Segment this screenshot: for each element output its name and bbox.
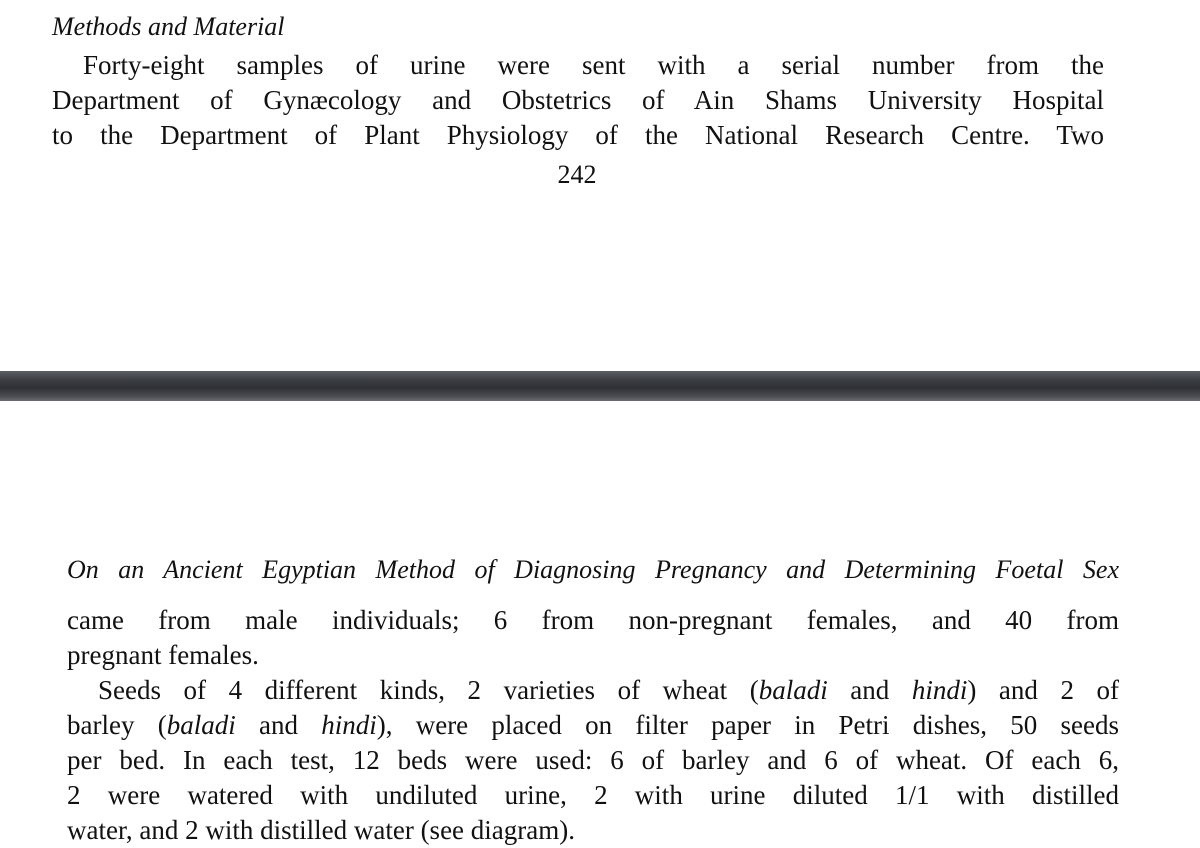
- variety-hindi: hindi: [321, 710, 377, 740]
- variety-baladi: baladi: [166, 710, 236, 740]
- paragraph-line: Seeds of 4 different kinds, 2 varieties of wheat (baladi and hindi) and 2 of: [98, 675, 1120, 705]
- page-number: 242: [557, 160, 597, 189]
- page-divider: [0, 371, 1200, 401]
- results-paragraph-1: [67, 603, 1119, 673]
- paragraph-line: pregnant females.: [67, 640, 259, 670]
- methods-paragraph: [52, 48, 1104, 153]
- paragraph-line: water, and 2 with distilled water (see diagram).: [67, 815, 575, 845]
- paragraph-line: barley (baladi and hindi), were placed on filter paper in Petri dishes, 50 seeds: [67, 710, 1120, 740]
- variety-baladi: baladi: [758, 675, 828, 705]
- results-paragraph-2: [67, 673, 1119, 848]
- paragraph-line: 2 were watered with undiluted urine, 2 with urine diluted 1/1 with distilled: [67, 780, 1119, 810]
- paragraph-line: Forty-eight samples of urine were sent with a serial number from the: [83, 50, 1104, 80]
- paragraph-line: Department of Gynæcology and Obstetrics of Ain Shams University Hospital: [52, 85, 1104, 115]
- paragraph-line: per bed. In each test, 12 beds were used: 6 of barley and 6 of wheat. Of each 6,: [67, 745, 1119, 775]
- running-head: On an Ancient Egyptian Method of Diagnosing Pregnancy and Determining Foetal Sex: [67, 555, 1119, 584]
- paragraph-line: to the Department of Plant Physiology of the National Research Centre. Two: [52, 120, 1104, 150]
- variety-hindi: hindi: [911, 675, 968, 705]
- paragraph-line: came from male individuals; 6 from non-pregnant females, and 40 from: [67, 605, 1119, 635]
- top-page: [0, 0, 1200, 371]
- section-heading: Methods and Material: [52, 12, 285, 41]
